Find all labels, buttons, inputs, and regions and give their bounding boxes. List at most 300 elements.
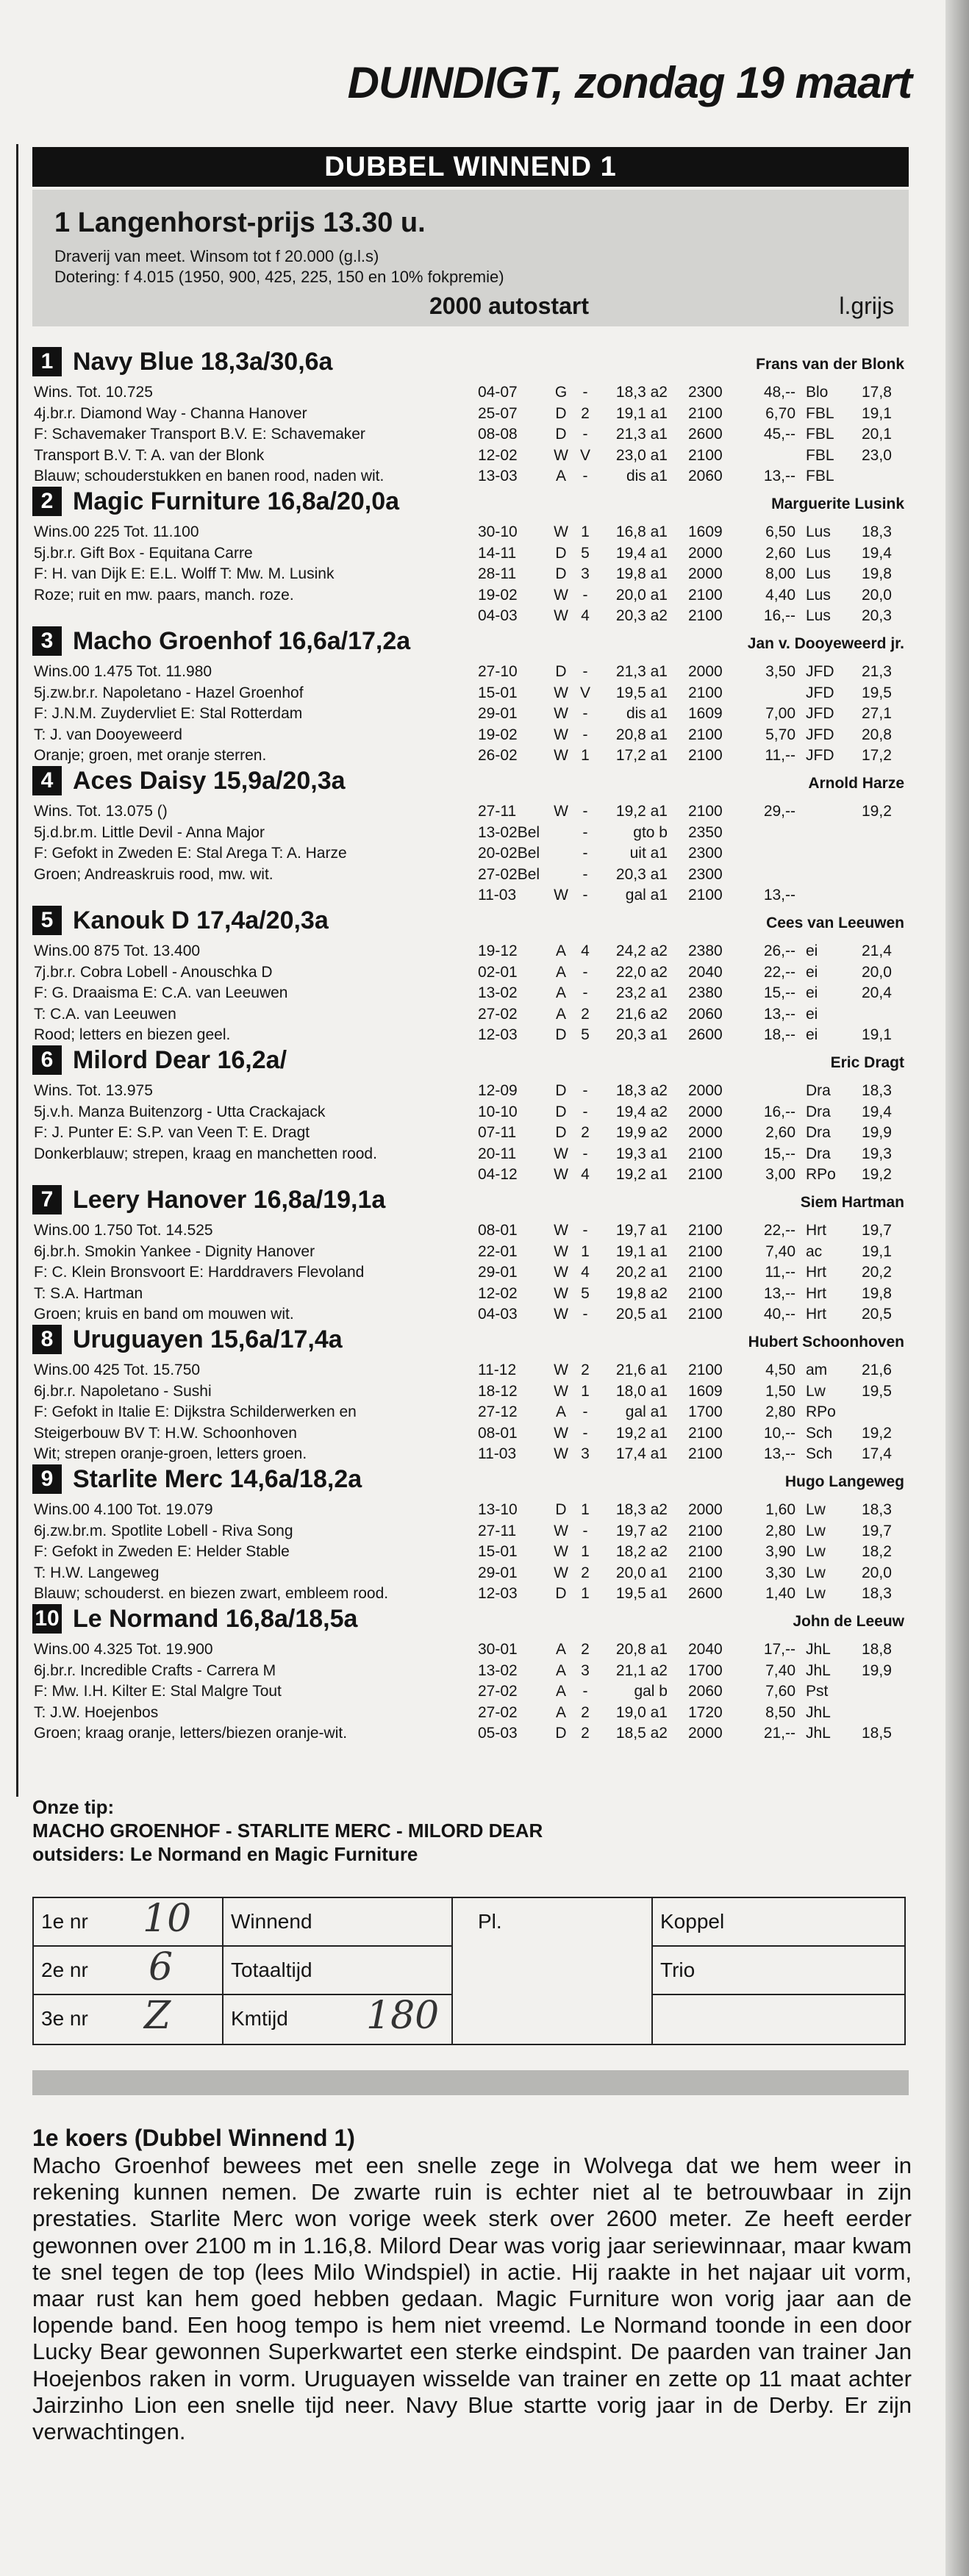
start-cell: 04-12 [478, 1166, 518, 1184]
horse-info-line: Groen; Andreaskruis rood, mw. wit. [34, 865, 273, 883]
race-commentary [32, 2123, 912, 2445]
start-cell: Lus [806, 544, 831, 562]
start-cell: 4 [581, 1166, 590, 1184]
start-row [478, 801, 897, 823]
start-cell: 1 [581, 1585, 590, 1603]
start-cell: 3 [581, 1661, 590, 1679]
start-cell: gal b [634, 1683, 668, 1700]
start-cell: 2100 [688, 887, 723, 904]
horse-header [32, 485, 909, 518]
start-cell: 20,0 [862, 963, 892, 981]
horse-trainer: Arnold Harze [808, 775, 904, 792]
start-cell: 1700 [688, 1403, 723, 1421]
form-divider [222, 1898, 224, 2044]
start-cell: 19,4 [862, 1103, 892, 1120]
start-cell: 19,3 a1 [615, 1145, 668, 1162]
commentary-text: Macho Groenhof bewees met een snelle zege in Wolvega dat we hem weer in rekening kunnen nemen. De zwarte ruin is echter niet al te betrouwbaar in zijn prestaties. Starlite Merc won vorige week sterk over 2600 meter. Ze heeft eerder gewonnen over 2100 m in 1.16,8. Milord Dear was vorig jaar seriewinnaar, maar kwam te snel tegen de top (lees Milo Windspiel) in actie. Hij raakte in het najaar uit vorm, maar rust kan hem goed hebben gedaan. Magic Furniture won vorig jaar aan de lopende band. Een hoog tempo is hem niet vreemd. Le Normand toonde in een door Lucky Bear gewonnen Superkwartet een sterke eindspint. De paarden van trainer Jan Hoejenbos raken in vorm. Uruguayen wisselde van trainer en zette op 11 maat achter Jairzinho Lion een snelle tijd neer. Navy Blue startte vorig jaar in de Derby. Er zijn verwachtingen. [32, 2153, 912, 2445]
start-cell: 2100 [688, 1145, 723, 1162]
start-cell: 2100 [688, 404, 723, 422]
start-cell: W [554, 1145, 568, 1162]
start-cell: ei [806, 1026, 818, 1044]
start-row [478, 1220, 897, 1242]
horse-info-line: T: J. van Dooyeweerd [34, 726, 182, 743]
start-cell: Lus [806, 523, 831, 540]
start-cell: uit a1 [629, 845, 668, 862]
start-cell: 20,0 a1 [615, 586, 668, 604]
start-cell: - [582, 887, 588, 904]
start-cell: A [555, 468, 566, 485]
start-cell: 23,0 [862, 446, 892, 464]
start-cell: 20,8 a1 [615, 1641, 668, 1658]
start-cell: 23,2 a1 [615, 984, 668, 1002]
form-pl: Pl. [478, 1910, 502, 1933]
start-row [478, 683, 897, 704]
start-cell: 08-01 [478, 1424, 518, 1442]
horse-info [34, 662, 475, 767]
start-cell: JFD [806, 663, 834, 680]
horse-name: Le Normand 16,8a/18,5a [73, 1605, 358, 1633]
start-cell: 2100 [688, 1564, 723, 1581]
start-cell: 20,2 a1 [615, 1264, 668, 1281]
start-cell: 04-07 [478, 384, 518, 401]
start-cell: 20,1 [862, 426, 892, 443]
start-cell: 17,2 a1 [615, 747, 668, 765]
start-cell: 19,2 [862, 1424, 892, 1442]
horse-number: 3 [32, 626, 62, 656]
horse-info-line: Donkerblauw; strepen, kraag en manchetten rood. [34, 1145, 377, 1162]
start-cell: 20,3 a1 [615, 865, 668, 883]
start-cell: 2 [581, 1362, 590, 1378]
start-cell: 19,8 [862, 565, 892, 583]
start-cell: 17,8 [862, 384, 892, 401]
start-row [478, 466, 897, 487]
start-row [478, 983, 897, 1004]
horse-trainer: Frans van der Blonk [756, 356, 904, 373]
horse-info [34, 522, 475, 606]
start-cell: 2 [581, 404, 590, 422]
start-cell: 11,-- [765, 747, 795, 765]
start-cell: - [582, 726, 588, 743]
tip-title: Onze tip: [32, 1796, 115, 1818]
horse-trainer: Eric Dragt [830, 1054, 904, 1071]
horse-trainer: Hubert Schoonhoven [748, 1334, 904, 1350]
horse-starts [478, 801, 897, 906]
start-cell: 2000 [688, 1501, 723, 1518]
form-divider [34, 1945, 451, 1947]
start-cell: Dra [806, 1082, 831, 1099]
start-cell: 20,0 [862, 1564, 892, 1581]
start-cell: 18,8 [862, 1641, 892, 1658]
start-cell: 20,2 [862, 1264, 892, 1281]
start-cell: 2100 [688, 1166, 723, 1184]
horse-info-line: T: J.W. Hoejenbos [34, 1703, 159, 1721]
start-cell: 18,2 [862, 1543, 892, 1561]
form-koppel: Koppel [660, 1910, 725, 1933]
start-cell: 21,4 [862, 942, 892, 959]
start-cell: Lus [806, 586, 831, 604]
horse-info [34, 1220, 475, 1325]
start-cell: 23,0 a1 [615, 446, 668, 464]
start-row [478, 543, 897, 565]
start-cell: W [554, 607, 568, 625]
start-cell: 30-10 [478, 523, 518, 540]
start-cell: am [806, 1362, 828, 1378]
start-row [478, 564, 897, 585]
horse-info-line: Wins.00 225 Tot. 11.100 [34, 523, 199, 540]
start-cell: 7,60 [765, 1683, 795, 1700]
start-row [478, 662, 897, 683]
start-row [478, 1444, 897, 1465]
horse-starts [478, 662, 897, 767]
start-cell: Lw [806, 1585, 826, 1603]
start-cell: 18,3 a2 [615, 1082, 668, 1099]
start-cell: FBL [806, 468, 834, 485]
start-cell: 11-12 [478, 1362, 517, 1378]
horse-name: Aces Daisy 15,9a/20,3a [73, 767, 346, 795]
start-cell: 27-02 [478, 1683, 518, 1700]
start-cell: 18,0 a1 [615, 1382, 668, 1400]
handwritten-3e: Z [144, 1994, 171, 2038]
start-cell: 20,4 [862, 984, 892, 1002]
horse-name: Kanouk D 17,4a/20,3a [73, 906, 329, 934]
horse-trainer: Marguerite Lusink [771, 495, 904, 512]
start-row [478, 1144, 897, 1165]
start-cell: 13,-- [763, 1284, 795, 1302]
horse-info-line: Wins.00 1.750 Tot. 14.525 [34, 1222, 213, 1239]
start-cell: 19,4 a1 [615, 544, 668, 562]
horse-info [34, 1500, 475, 1605]
start-cell: 13-02 [478, 984, 518, 1002]
horse-starts [478, 1500, 897, 1605]
start-row [478, 1304, 897, 1325]
start-row [478, 1123, 897, 1144]
start-cell: 2060 [688, 1005, 723, 1023]
horse-starts [478, 1220, 897, 1325]
start-cell: D [555, 565, 567, 583]
start-cell: 1,40 [765, 1585, 795, 1603]
start-cell: RPo [806, 1166, 836, 1184]
start-cell: 7,40 [765, 1242, 795, 1260]
start-cell: - [582, 984, 588, 1002]
start-cell: 19-02 [478, 726, 518, 743]
start-cell: JFD [806, 684, 834, 701]
start-cell: JFD [806, 726, 834, 743]
start-cell: 2300 [688, 865, 723, 883]
horse-info-line: T: S.A. Hartman [34, 1284, 143, 1302]
horse-info-line: F: C. Klein Bronsvoort E: Harddravers Flevoland [34, 1264, 365, 1281]
start-cell: 27-02 [478, 1005, 518, 1023]
start-cell: 2380 [688, 984, 723, 1002]
start-cell: 15,-- [763, 1145, 795, 1162]
start-cell: G [554, 384, 568, 401]
start-cell: 19,2 a1 [615, 1424, 668, 1442]
start-cell: - [582, 823, 588, 841]
start-cell: Lus [806, 607, 831, 625]
form-trio: Trio [660, 1958, 696, 1981]
start-cell: 15,-- [763, 984, 795, 1002]
start-cell: 2 [581, 1703, 590, 1721]
horse-starts [478, 1081, 897, 1186]
start-cell: 1700 [688, 1661, 723, 1679]
start-cell: dis a1 [626, 705, 668, 723]
start-row [478, 1381, 897, 1403]
start-cell: 40,-- [763, 1306, 795, 1323]
prediction-form [32, 1897, 906, 2045]
start-cell: - [582, 963, 588, 981]
start-cell: - [582, 426, 588, 443]
start-cell: W [554, 446, 568, 464]
start-cell: 08-01 [478, 1222, 518, 1239]
horse-info-line: F: H. van Dijk E: E.L. Wolff T: Mw. M. Lusink [34, 565, 335, 583]
start-cell: 21,-- [763, 1725, 795, 1742]
start-cell: 12-03 [478, 1585, 518, 1603]
start-cell: 29-01 [478, 1264, 518, 1281]
start-cell: - [582, 1145, 588, 1162]
start-cell: 10-10 [478, 1103, 518, 1120]
start-cell: 19,1 [862, 404, 892, 422]
horse-info-line: F: Mw. I.H. Kilter E: Stal Malgre Tout [34, 1683, 282, 1700]
start-cell: gal a1 [625, 887, 668, 904]
start-cell: 1 [581, 747, 590, 765]
start-cell: 07-11 [478, 1124, 517, 1142]
start-cell: 3,00 [765, 1166, 795, 1184]
start-cell: 10,-- [763, 1424, 795, 1442]
start-cell: Lw [806, 1522, 826, 1539]
start-cell: 21,3 [862, 663, 892, 680]
start-cell: - [582, 803, 588, 820]
start-cell: 29,-- [763, 803, 795, 820]
start-cell: D [555, 1585, 567, 1603]
start-cell: 18,3 [862, 523, 892, 540]
start-cell: W [554, 1284, 568, 1302]
start-cell: Hrt [806, 1264, 826, 1281]
start-cell: 2100 [688, 1522, 723, 1539]
start-cell: 05-03 [478, 1725, 518, 1742]
start-cell: 13-02Bel [478, 823, 540, 841]
start-cell: 2060 [688, 468, 723, 485]
horse-info-line: Wins.00 1.475 Tot. 11.980 [34, 663, 212, 680]
start-cell: 27-02 [478, 1703, 518, 1721]
start-cell: 2,60 [765, 1124, 795, 1142]
start-cell: 2000 [688, 1103, 723, 1120]
start-cell: D [555, 1725, 567, 1742]
start-cell: 19,9 [862, 1661, 892, 1679]
start-cell: 45,-- [763, 426, 795, 443]
left-rule [16, 144, 18, 1797]
horse-info-line: Roze; ruit en mw. paars, manch. roze. [34, 586, 294, 604]
start-cell: 2380 [688, 942, 723, 959]
page-edge [945, 0, 969, 2576]
commentary-title: 1e koers (Dubbel Winnend 1) [32, 2125, 355, 2151]
start-cell: 2100 [688, 1424, 723, 1442]
start-cell: 12-02 [478, 1284, 518, 1302]
start-cell: 19,5 [862, 1382, 892, 1400]
start-cell: 13-02 [478, 1661, 518, 1679]
start-cell: 7,40 [765, 1661, 795, 1679]
start-cell: 12-09 [478, 1082, 518, 1099]
start-cell: - [582, 384, 588, 401]
start-cell: 2100 [688, 1222, 723, 1239]
start-cell: 19,0 a1 [615, 1703, 668, 1721]
start-cell: 20,8 a1 [615, 726, 668, 743]
start-cell: gto b [633, 823, 668, 841]
form-divider [651, 1945, 904, 1947]
start-cell: W [554, 1264, 568, 1281]
start-cell: 1,60 [765, 1501, 795, 1518]
horse-name: Leery Hanover 16,8a/19,1a [73, 1186, 386, 1214]
start-row [478, 1025, 897, 1046]
horse-number: 1 [32, 347, 62, 376]
start-cell: D [555, 663, 567, 680]
handwritten-2e: 6 [149, 1945, 174, 1989]
start-cell: 2100 [688, 1264, 723, 1281]
start-cell: 20,0 a1 [615, 1564, 668, 1581]
start-cell: 13,-- [763, 1445, 795, 1463]
start-cell: W [554, 887, 568, 904]
start-cell: 5 [581, 1284, 590, 1302]
start-cell: 6,50 [765, 523, 795, 540]
horse-info-line: Wins.00 425 Tot. 15.750 [34, 1362, 201, 1378]
start-row [478, 1542, 897, 1563]
start-cell: Lw [806, 1382, 826, 1400]
form-row-3e: 3e nr [41, 2007, 88, 2030]
start-cell: 19,5 a1 [615, 1585, 668, 1603]
start-cell: 27,1 [862, 705, 892, 723]
start-cell: D [555, 1026, 567, 1044]
start-cell: 18,3 [862, 1501, 892, 1518]
start-cell: - [582, 586, 588, 604]
start-cell: 19,1 [862, 1242, 892, 1260]
horse-header [32, 1184, 909, 1216]
handwritten-kmtijd: 180 [366, 1994, 440, 2038]
start-cell: Hrt [806, 1222, 826, 1239]
start-cell: 20,3 [862, 607, 892, 625]
horse-info-line: Steigerbouw BV T: H.W. Schoonhoven [34, 1424, 297, 1442]
start-cell: 18,-- [763, 1026, 795, 1044]
start-cell: 2600 [688, 426, 723, 443]
start-cell: Hrt [806, 1306, 826, 1323]
start-cell: 15-01 [478, 1543, 518, 1561]
start-cell: - [582, 663, 588, 680]
start-cell: D [555, 1103, 567, 1120]
form-divider [451, 1898, 453, 2044]
start-cell: Dra [806, 1124, 831, 1142]
start-cell: D [555, 1501, 567, 1518]
start-cell: 2 [581, 1124, 590, 1142]
start-cell: JFD [806, 747, 834, 765]
form-kmtijd: Kmtijd [231, 2007, 288, 2030]
start-cell: W [554, 1166, 568, 1184]
start-cell: 19,4 [862, 544, 892, 562]
start-cell: 4 [581, 607, 590, 625]
start-cell: 21,6 [862, 1362, 892, 1378]
start-cell: 20,8 [862, 726, 892, 743]
start-cell: 02-01 [478, 963, 518, 981]
start-cell: Lus [806, 565, 831, 583]
start-cell: 22-01 [478, 1242, 518, 1260]
start-cell: 2300 [688, 384, 723, 401]
start-cell: 2 [581, 1725, 590, 1742]
start-cell: ei [806, 942, 818, 959]
start-cell: D [555, 1124, 567, 1142]
start-cell: ei [806, 1005, 818, 1023]
start-cell: - [582, 1306, 588, 1323]
start-cell: 2100 [688, 1284, 723, 1302]
start-row [478, 1102, 897, 1123]
horse-info-line: Wins. Tot. 10.725 [34, 384, 153, 401]
start-cell: 5,70 [765, 726, 795, 743]
start-cell: 18,3 a2 [615, 384, 668, 401]
start-cell: 19,3 [862, 1145, 892, 1162]
start-cell: 19,1 [862, 1026, 892, 1044]
start-cell: 19,7 a1 [615, 1222, 668, 1239]
start-cell: 2 [581, 1641, 590, 1658]
start-cell: 2100 [688, 726, 723, 743]
horse-starts [478, 1639, 897, 1745]
start-cell: 18,5 [862, 1725, 892, 1742]
start-cell: 16,-- [763, 1103, 795, 1120]
start-cell: 1 [581, 1242, 590, 1260]
start-cell: 21,3 a1 [615, 426, 668, 443]
start-cell: A [555, 1641, 566, 1658]
start-cell: 22,-- [763, 1222, 795, 1239]
start-cell: 30-01 [478, 1641, 518, 1658]
handwritten-1e: 10 [143, 1897, 192, 1941]
start-cell: 28-11 [478, 565, 517, 583]
form-divider [651, 1898, 653, 2044]
start-cell: 17,-- [763, 1641, 795, 1658]
start-cell: 1 [581, 1382, 590, 1400]
start-cell: JhL [806, 1641, 831, 1658]
horse-header [32, 1603, 909, 1635]
start-cell: 20-11 [478, 1145, 517, 1162]
start-cell: W [554, 523, 568, 540]
start-cell: 3,90 [765, 1543, 795, 1561]
start-cell: 25-07 [478, 404, 518, 422]
start-cell: 26,-- [763, 942, 795, 959]
start-cell: W [554, 684, 568, 701]
tip-section [32, 1795, 909, 1866]
horse-header [32, 904, 909, 937]
horse-info-line: Transport B.V. T: A. van der Blonk [34, 446, 265, 464]
start-cell: W [554, 1362, 568, 1378]
start-cell: A [555, 963, 566, 981]
start-cell: 17,4 a1 [615, 1445, 668, 1463]
horse-info-line: 5j.d.br.m. Little Devil - Anna Major [34, 823, 265, 841]
start-row [478, 1500, 897, 1521]
start-cell: 1609 [688, 1382, 723, 1400]
horse-info-line: Wins.00 4.325 Tot. 19.900 [34, 1641, 213, 1658]
start-cell: 8,00 [765, 565, 795, 583]
start-cell: - [582, 1222, 588, 1239]
start-cell: A [555, 942, 566, 959]
horse-info [34, 801, 475, 885]
start-cell: W [554, 1543, 568, 1561]
start-cell: 3 [581, 565, 590, 583]
start-cell: 2,60 [765, 544, 795, 562]
start-cell: Dra [806, 1145, 831, 1162]
tip-picks: MACHO GROENHOF - STARLITE MERC - MILORD DEAR [32, 1820, 543, 1842]
start-cell: FBL [806, 446, 834, 464]
race-info [32, 190, 909, 326]
horse-info-line: F: Schavemaker Transport B.V. E: Schavemaker [34, 426, 365, 443]
start-cell: 3 [581, 1445, 590, 1463]
start-cell: 22,-- [763, 963, 795, 981]
horse-info-line: 6j.br.r. Napoletano - Sushi [34, 1382, 212, 1400]
start-cell: 5 [581, 1026, 590, 1044]
tip-outsiders: outsiders: Le Normand en Magic Furniture [32, 1843, 418, 1865]
start-cell: 2,80 [765, 1522, 795, 1539]
